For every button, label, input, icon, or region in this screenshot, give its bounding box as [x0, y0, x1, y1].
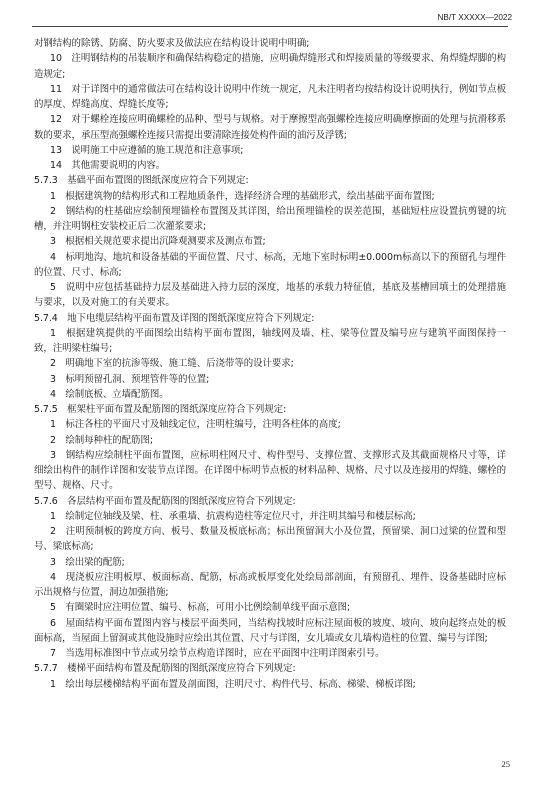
page-number: 25 — [501, 759, 510, 769]
clause-paragraph: 3 绘出梁的配筋; — [50, 556, 125, 568]
section-heading: 5.7.3 基础平面布置图的图纸深度应符合下列规定: — [34, 175, 249, 187]
clause-paragraph: 2 注明预制板的跨度方向、板号、数量及板底标高；标出预留洞大小及位置，预留梁、洞口过梁的位置和型号、梁底标高; — [34, 526, 506, 553]
section-heading: 5.7.6 各层结构平面布置及配筋图的图纸深度应符合下列规定: — [34, 495, 296, 507]
clause-paragraph: 3 钢结构应绘制柱平面布置图，应标明柱网尺寸、构件型号、支撑位置、支撑形式及其截面规格尺寸等，详细绘出构件的制作详图和安装节点详图。在详图中标明节点板的材料品种、规格、尺寸以及连接用的焊缝、螺栓的型号、规格、尺寸。 — [34, 449, 506, 492]
document-body — [34, 36, 506, 692]
clause-paragraph: 13 说明施工中应遵循的施工规范和注意事项; — [50, 144, 244, 156]
clause-paragraph: 1 绘制定位轴线及梁、柱、承重墙、抗震构造柱等定位尺寸，并注明其编号和楼层标高; — [50, 510, 416, 522]
clause-paragraph: 3 标明预留孔洞、预埋管件等的位置; — [50, 373, 210, 385]
clause-paragraph: 5 说明中应包括基础持力层及基础进入持力层的深度，地基的承载力特征值，基底及基槽回填土的处理措施与要求，以及对施工的有关要求。 — [34, 282, 506, 309]
clause-paragraph: 11 对于详图中的通常做法可在结构设计说明中作统一规定，凡未注明者均按结构设计说明执行，例如节点板的厚度、焊缝高度、焊缝长度等; — [34, 83, 506, 110]
clause-paragraph: 5 有圈梁时应注明位置、编号、标高，可用小比例绘制单线平面示意图; — [50, 602, 351, 614]
clause-paragraph: 2 绘制每种柱的配筋图; — [50, 434, 153, 446]
clause-paragraph: 10 注明钢结构的吊装顺序和确保结构稳定的措施，应明确焊缝形式和焊接质量的等级要求、角焊缝焊脚的构造规定; — [34, 53, 506, 80]
clause-paragraph: 1 根据建筑提供的平面图绘出结构平面布置图，轴线网及墙、柱、梁等位置及编号应与建筑平面图保持一致，注明梁柱编号; — [34, 327, 506, 354]
header-divider — [32, 26, 508, 27]
clause-paragraph: 1 标注各柱的平面尺寸及轴线定位，注明柱编号，注明各柱体的高度; — [50, 419, 341, 431]
clause-paragraph: 4 标明地沟、地坑和设备基础的平面位置、尺寸、标高，无地下室时标明±0.000m标高以下的预留孔与埋件的位置、尺寸、标高; — [34, 251, 506, 278]
clause-paragraph: 1 绘出每层楼梯结构平面布置及剖面图，注明尺寸、构件代号、标高、梯梁、梯板详图; — [50, 678, 416, 690]
clause-paragraph: 1 根据建筑物的结构形式和工程地质条件，选择经济合理的基础形式，绘出基础平面布置图; — [50, 190, 435, 202]
section-heading: 5.7.5 框架柱平面布置及配筋图的图纸深度应符合下列规定: — [34, 404, 287, 415]
clause-paragraph: 4 绘制底板、立墙配筋图。 — [50, 388, 169, 400]
clause-paragraph: 7 当选用标准图中节点或另绘节点构造详图时，应在平面图中注明详图索引号。 — [50, 648, 385, 659]
clause-paragraph: 14 其他需要说明的内容。 — [50, 160, 166, 171]
clause-paragraph: 2 明确地下室的抗渗等级、施工缝、后浇带等的设计要求; — [50, 358, 294, 370]
section-heading: 5.7.7 楼梯平面结构布置及配筋图的图纸深度应符合下列规定: — [34, 663, 296, 675]
clause-paragraph: 2 钢结构的柱基础应绘制预埋锚栓布置图及其详图，给出预埋锚栓的误差范围，基础短柱应设置抗剪键的坑槽，并注明钢柱安装校正后二次灌浆要求; — [34, 205, 506, 232]
clause-paragraph: 3 根据相关规范要求提出沉降观测要求及测点布置; — [50, 236, 266, 248]
clause-paragraph: 12 对于螺栓连接应明确螺栓的品种、型号与规格。对于摩擦型高强螺栓连接应明确摩擦面的处理与抗滑移系数的要求，承压型高强螺栓连接只需提出要清除连接处构件面的油污及浮锈; — [34, 114, 506, 141]
standard-code: NB/T XXXXX—2022 — [437, 13, 512, 22]
section-heading: 对钢结构的除锈、防腐、防火要求及做法应在结构设计说明中明确; — [34, 38, 310, 49]
clause-paragraph: 4 现浇板应注明板厚、板面标高、配筋，标高或板厚变化处绘局部剖面，有预留孔、埋件、设备基础时应标示出规格与位置，洞边加强措施; — [34, 571, 506, 598]
clause-paragraph: 6 屋面结构平面布置图内容与楼层平面类同，当结构找坡时应标注屋面板的坡度、坡向、坡向起终点处的板面标高，当屋面上留洞或其他设施时应绘出其位置、尺寸与详图，女儿墙或女儿墙构造柱的位置、编号与详图; — [34, 617, 506, 644]
section-heading: 5.7.4 地下电缆层结构平面布置及详图的图纸深度应符合下列规定: — [34, 312, 315, 324]
